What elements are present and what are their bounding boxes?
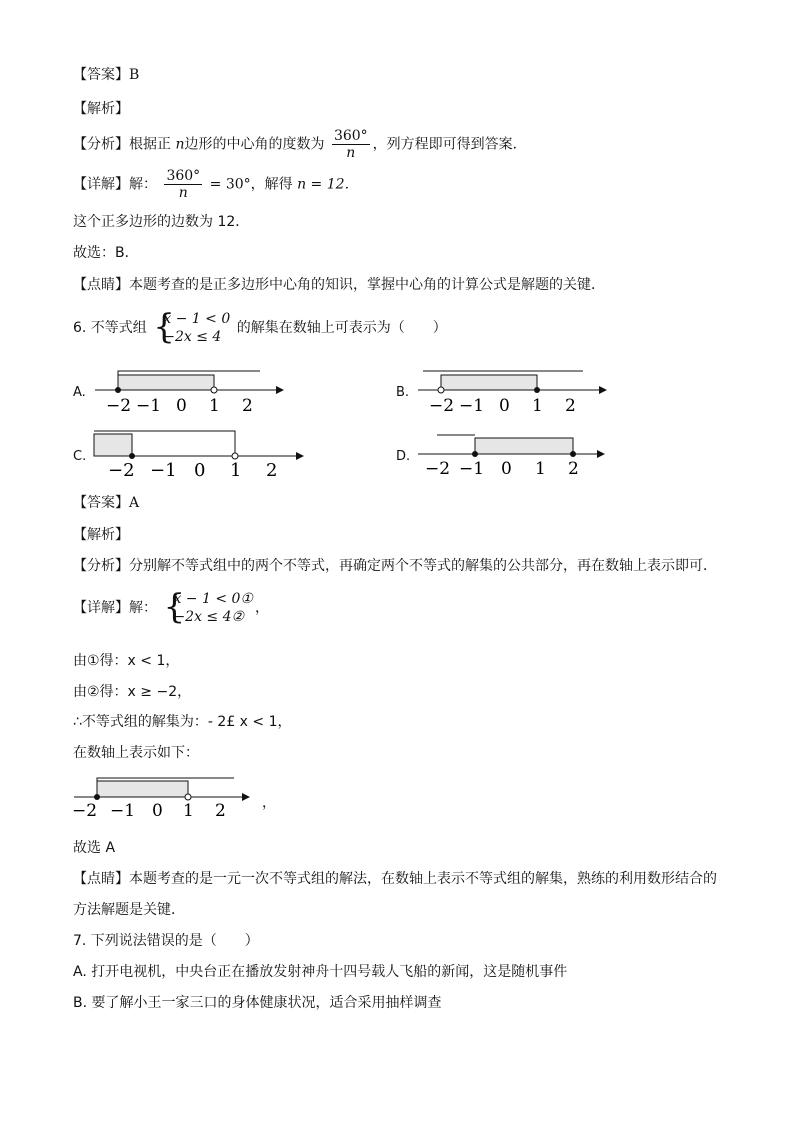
tick-label: 0 <box>176 396 187 416</box>
solid-dot <box>94 794 100 800</box>
xiangjie-text-a: 解： <box>129 600 157 616</box>
inequality-2: −2x ≤ 4② <box>173 609 245 625</box>
answer-tag: 【答案】 <box>73 495 129 511</box>
tick-label: 2 <box>565 396 576 416</box>
q6-dianjing-cont: 方法解题是关键． <box>73 902 185 918</box>
tick-label: −2 <box>108 460 135 480</box>
fenxi-n: n <box>175 136 185 153</box>
xiangjie-text-a: 解： <box>129 176 157 193</box>
tick-label: 0 <box>501 459 512 479</box>
inequality-1: x − 1 < 0① <box>173 591 253 607</box>
tick-label: −1 <box>136 396 162 416</box>
dianjing-text-1: 本题考查的是一元一次不等式组的解法，在数轴上表示不等式组的解集，熟练的利用数形结合的 <box>129 871 717 887</box>
q5-fenxi <box>73 128 527 161</box>
q5-answer <box>73 66 139 84</box>
q6-xiangjie <box>73 587 269 627</box>
xiangjie-tag: 【详解】 <box>73 176 129 193</box>
q6-step1: 由①得：x < 1， <box>73 653 180 669</box>
fraction-360-over-n <box>332 128 370 161</box>
tick-label: 1 <box>532 396 543 416</box>
arrow-icon <box>296 452 304 460</box>
q6-stem <box>73 307 447 347</box>
q6-dianjing <box>73 870 717 888</box>
tick-label: 0 <box>194 460 206 480</box>
inequality-system-numbered <box>163 587 253 627</box>
shaded-interval <box>118 375 214 390</box>
fenxi-tag: 【分析】 <box>73 558 129 574</box>
solid-dot <box>129 453 135 459</box>
dianjing-tag: 【点睛】 <box>73 871 129 887</box>
option-c-number-line <box>90 426 310 480</box>
q6-fenxi <box>73 557 717 575</box>
option-b-label: B. <box>396 385 410 400</box>
fenxi-text-b: 边形的中心角的度数为 <box>184 136 325 153</box>
arrow-icon <box>242 793 250 801</box>
fenxi-tag: 【分析】 <box>73 136 129 153</box>
xiangjie-text-b: = 30°，解得 <box>209 176 293 193</box>
tick-label: −2 <box>72 801 98 821</box>
arrow-icon <box>599 386 607 394</box>
open-dot <box>185 794 191 800</box>
brace-icon: { <box>153 307 175 347</box>
tick-label: 0 <box>152 801 163 821</box>
q6-stem-a: 6. 不等式组 <box>73 320 147 336</box>
option-d-label: D. <box>396 449 411 464</box>
inequality-system <box>153 307 231 347</box>
q6-analysis-heading: 【解析】 <box>73 527 129 543</box>
tick-label: 0 <box>499 396 510 416</box>
fenxi-text-a: 根据正 <box>129 136 171 153</box>
tick-label: 1 <box>183 801 194 821</box>
inequality-1: x − 1 < 0 <box>163 311 231 327</box>
option-d-number-line <box>413 430 613 480</box>
number-line-comma: ， <box>262 795 276 811</box>
tick-label: −2 <box>106 396 132 416</box>
arrow-icon <box>597 450 605 458</box>
q7-option-a: A. 打开电视机，中央台正在播放发射神舟十四号载人飞船的新闻，这是随机事件 <box>73 964 568 980</box>
open-dot <box>211 387 217 393</box>
shaded-interval <box>475 438 573 454</box>
inequality-2: −2x ≤ 4 <box>163 329 222 345</box>
q5-choose: 故选：B． <box>73 245 139 261</box>
tick-label: 2 <box>568 459 579 479</box>
fraction-denominator: n <box>346 145 356 161</box>
open-dot <box>232 453 238 459</box>
q5-xiangjie <box>73 168 359 201</box>
shaded-interval <box>97 781 188 797</box>
xiangjie-comma: ， <box>254 600 269 616</box>
fraction-denominator: n <box>178 185 188 201</box>
arrow-icon <box>276 386 284 394</box>
shaded-interval <box>94 434 132 456</box>
q7-option-b: B. 要了解小王一家三口的身体健康状况，适合采用抽样调查 <box>73 995 442 1011</box>
solid-dot <box>534 387 540 393</box>
tick-label: −2 <box>425 459 451 479</box>
fenxi-text-c: ，列方程即可得到答案． <box>372 136 527 153</box>
solution-number-line <box>70 772 260 822</box>
q7-stem: 7. 下列说法错误的是（ ） <box>73 933 259 949</box>
open-dot <box>438 387 444 393</box>
tick-label: 2 <box>266 460 278 480</box>
tick-label: 1 <box>230 460 242 480</box>
solid-dot <box>115 387 121 393</box>
option-b-number-line <box>413 366 613 416</box>
fraction-numerator: 360° <box>333 128 368 144</box>
fraction-360-over-n-2 <box>164 168 202 201</box>
answer-value: A <box>129 495 140 511</box>
tick-label: −1 <box>110 801 136 821</box>
q6-choose: 故选 A <box>73 840 116 856</box>
q5-dianjing <box>73 276 605 294</box>
xiangjie-tag: 【详解】 <box>73 600 129 616</box>
q5-sides: 这个正多边形的边数为 12． <box>73 214 250 230</box>
fraction-numerator: 360° <box>166 168 201 184</box>
q6-stem-b: 的解集在数轴上可表示为（ ） <box>236 320 447 336</box>
tick-label: 2 <box>242 396 253 416</box>
tick-label: 1 <box>209 396 220 416</box>
brace-icon: { <box>163 587 186 627</box>
option-c-label: C. <box>73 449 87 464</box>
tick-label: −2 <box>429 396 455 416</box>
solid-dot <box>472 451 478 457</box>
tick-label: −1 <box>459 459 485 479</box>
option-a-number-line <box>90 366 290 416</box>
option-a-label: A. <box>73 385 86 400</box>
answer-value: B <box>129 67 140 83</box>
fenxi-text: 分别解不等式组中的两个不等式，再确定两个不等式的解集的公共部分，再在数轴上表示即可． <box>129 558 717 574</box>
dianjing-text: 本题考查的是正多边形中心角的知识，掌握中心角的计算公式是解题的关键． <box>129 277 605 293</box>
q6-step3: ∴不等式组的解集为：- 2£ x < 1， <box>73 714 292 730</box>
answer-tag: 【答案】 <box>73 67 129 83</box>
tick-label: 1 <box>535 459 546 479</box>
q5-analysis-heading: 【解析】 <box>73 101 129 117</box>
tick-label: −1 <box>459 396 485 416</box>
solid-dot <box>570 451 576 457</box>
q6-step2: 由②得：x ≥ −2， <box>73 684 192 700</box>
shaded-interval <box>441 375 537 390</box>
q6-answer <box>73 494 139 512</box>
tick-label: 2 <box>215 801 226 821</box>
q6-step4: 在数轴上表示如下： <box>73 745 199 761</box>
dianjing-tag: 【点睛】 <box>73 277 129 293</box>
tick-label: −1 <box>150 460 177 480</box>
xiangjie-text-c: n = 12． <box>297 176 359 193</box>
